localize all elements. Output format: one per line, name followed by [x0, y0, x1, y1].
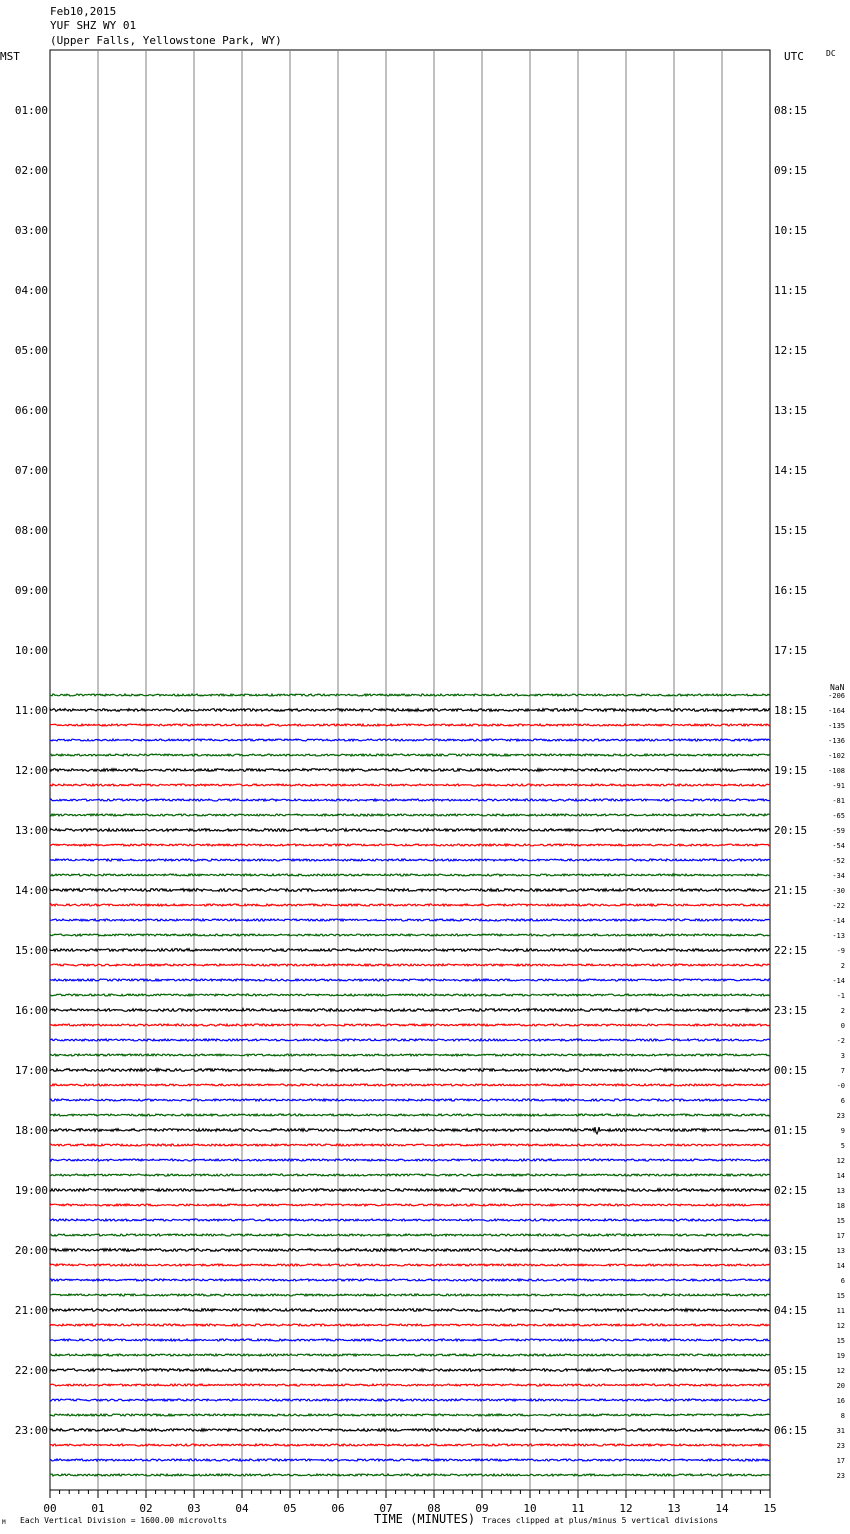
- trace-line: [50, 1264, 770, 1266]
- trace-line: [50, 979, 770, 981]
- mst-hour-label: 17:00: [14, 1064, 48, 1077]
- trace-line: [50, 1234, 770, 1236]
- trace-offset-label: 6: [840, 1097, 845, 1105]
- trace-line: [50, 724, 770, 726]
- trace-offset-label: 31: [836, 1427, 845, 1435]
- trace-offset-label: -136: [828, 737, 845, 745]
- trace-line: [50, 1444, 770, 1446]
- trace-line: [50, 904, 770, 906]
- trace-offset-label: -102: [828, 752, 845, 760]
- utc-hour-label: 13:15: [774, 404, 808, 417]
- trace-offset-label: -13: [832, 932, 845, 940]
- trace-line: [50, 799, 770, 801]
- mst-hour-label: 05:00: [14, 344, 48, 357]
- mst-hour-label: 19:00: [14, 1184, 48, 1197]
- trace-offset-label: 20: [836, 1382, 845, 1390]
- trace-offset-label: -54: [832, 842, 845, 850]
- x-tick-label: 14: [715, 1502, 729, 1515]
- x-tick-label: 02: [139, 1502, 153, 1515]
- trace-line: [50, 844, 770, 846]
- mst-hour-label: 14:00: [14, 884, 48, 897]
- header-station: YUF SHZ WY 01: [50, 19, 137, 32]
- trace-line: [50, 769, 770, 772]
- utc-hour-label: 11:15: [774, 284, 808, 297]
- utc-hour-label: 05:15: [774, 1364, 808, 1377]
- trace-offset-label: -30: [832, 887, 845, 895]
- trace-offset-label: -135: [828, 722, 845, 730]
- header-date: Feb10,2015: [50, 5, 117, 18]
- trace-line: [50, 1429, 770, 1432]
- x-tick-label: 05: [283, 1502, 297, 1515]
- trace-offset-label: 19: [836, 1352, 845, 1360]
- mst-hour-label: 23:00: [14, 1424, 48, 1437]
- trace-line: [50, 1054, 770, 1056]
- mst-label: MST: [0, 50, 20, 63]
- mst-hour-label: 09:00: [14, 584, 48, 597]
- trace-offset-label: 14: [836, 1172, 845, 1180]
- utc-hour-label: 03:15: [774, 1244, 808, 1257]
- utc-hour-label: 02:15: [774, 1184, 808, 1197]
- utc-label: UTC: [784, 50, 804, 63]
- trace-offset-label: 14: [836, 1262, 845, 1270]
- x-tick-label: 13: [667, 1502, 681, 1515]
- mst-hour-label: 13:00: [14, 824, 48, 837]
- trace-offset-label: -206: [828, 692, 845, 700]
- trace-offset-label: 2: [840, 1007, 845, 1015]
- x-axis-title: TIME (MINUTES): [374, 1512, 476, 1526]
- x-tick-label: 03: [187, 1502, 201, 1515]
- mst-hour-label: 20:00: [14, 1244, 48, 1257]
- trace-line: [50, 964, 770, 966]
- trace-offset-label: 6: [840, 1277, 845, 1285]
- trace-offset-label: 15: [836, 1337, 845, 1345]
- scale-note: Each Vertical Division = 1600.00 microvolts: [20, 1516, 228, 1525]
- trace-offset-label: -65: [832, 812, 845, 820]
- trace-line: [50, 694, 770, 696]
- utc-hour-label: 00:15: [774, 1064, 808, 1077]
- trace-line: [50, 709, 770, 712]
- trace-line: [50, 754, 770, 756]
- trace-line: [50, 1204, 770, 1206]
- trace-line: [50, 1099, 770, 1101]
- mst-hour-label: 15:00: [14, 944, 48, 957]
- trace-offset-label: -164: [828, 707, 845, 715]
- x-tick-label: 09: [475, 1502, 489, 1515]
- trace-line: [50, 949, 770, 952]
- trace-line: [50, 1009, 770, 1012]
- trace-offset-label: 11: [836, 1307, 845, 1315]
- utc-hour-label: 19:15: [774, 764, 808, 777]
- mst-hour-label: 01:00: [14, 104, 48, 117]
- trace-line: [50, 889, 770, 892]
- x-tick-label: 11: [571, 1502, 585, 1515]
- utc-hour-label: 08:15: [774, 104, 808, 117]
- mst-hour-label: 16:00: [14, 1004, 48, 1017]
- trace-offset-label: -2: [836, 1037, 845, 1045]
- trace-line: [50, 1294, 770, 1296]
- mst-hour-label: 18:00: [14, 1124, 48, 1137]
- utc-hour-label: 21:15: [774, 884, 808, 897]
- trace-line: [50, 1279, 770, 1281]
- trace-offset-label: 23: [836, 1472, 845, 1480]
- x-tick-label: 10: [523, 1502, 537, 1515]
- trace-offset-label: 17: [836, 1232, 845, 1240]
- trace-offset-label: -0: [836, 1082, 845, 1090]
- utc-hour-label: 15:15: [774, 524, 808, 537]
- trace-offset-label: 2: [840, 962, 845, 970]
- mst-hour-label: 21:00: [14, 1304, 48, 1317]
- trace-offset-label: 12: [836, 1322, 845, 1330]
- utc-hour-label: 20:15: [774, 824, 808, 837]
- trace-offset-label: 9: [840, 1127, 845, 1135]
- trace-offset-label: -22: [832, 902, 845, 910]
- trace-offset-label: 16: [836, 1397, 845, 1405]
- trace-line: [50, 1174, 770, 1176]
- utc-hour-label: 22:15: [774, 944, 808, 957]
- trace-line: [50, 1219, 770, 1221]
- trace-line: [50, 1399, 770, 1401]
- trace-offset-label: 12: [836, 1367, 845, 1375]
- header-location: (Upper Falls, Yellowstone Park, WY): [50, 34, 282, 47]
- trace-line: [50, 1084, 770, 1086]
- trace-line: [50, 994, 770, 996]
- x-tick-label: 12: [619, 1502, 633, 1515]
- utc-hour-label: 10:15: [774, 224, 808, 237]
- trace-line: [50, 1144, 770, 1146]
- trace-line: [50, 1189, 770, 1192]
- utc-hour-label: 12:15: [774, 344, 808, 357]
- trace-offset-label: -1: [836, 992, 845, 1000]
- trace-line: [50, 1339, 770, 1341]
- trace-line: [50, 874, 770, 876]
- utc-hour-label: 18:15: [774, 704, 808, 717]
- trace-line: [50, 1159, 770, 1161]
- trace-offset-label: 18: [836, 1202, 845, 1210]
- utc-hour-label: 23:15: [774, 1004, 808, 1017]
- x-tick-label: 04: [235, 1502, 249, 1515]
- trace-line: [50, 1249, 770, 1252]
- trace-offset-label: -81: [832, 797, 845, 805]
- trace-line: [50, 1024, 770, 1026]
- trace-offset-label: 8: [840, 1412, 845, 1420]
- mst-hour-label: 07:00: [14, 464, 48, 477]
- trace-offset-label: -14: [832, 977, 845, 985]
- trace-offset-label: 23: [836, 1442, 845, 1450]
- mst-hour-label: 08:00: [14, 524, 48, 537]
- dc-label: DC: [826, 49, 836, 58]
- trace-offset-label: 17: [836, 1457, 845, 1465]
- utc-hour-label: 16:15: [774, 584, 808, 597]
- trace-offset-label: 15: [836, 1217, 845, 1225]
- trace-line: [50, 1039, 770, 1041]
- trace-line: [50, 784, 770, 786]
- utc-hour-label: 14:15: [774, 464, 808, 477]
- trace-line: [50, 1414, 770, 1416]
- nan-label: NaN: [830, 683, 845, 692]
- mst-hour-label: 02:00: [14, 164, 48, 177]
- mst-hour-label: 12:00: [14, 764, 48, 777]
- utc-hour-label: 01:15: [774, 1124, 808, 1137]
- clip-note: Traces clipped at plus/minus 5 vertical divisions: [482, 1516, 719, 1525]
- trace-line: [50, 1127, 770, 1134]
- trace-line: [50, 1324, 770, 1326]
- mst-hour-label: 11:00: [14, 704, 48, 717]
- trace-line: [50, 829, 770, 832]
- trace-offset-label: 7: [840, 1067, 845, 1075]
- mst-hour-label: 06:00: [14, 404, 48, 417]
- trace-line: [50, 1354, 770, 1356]
- trace-line: [50, 1369, 770, 1372]
- trace-offset-label: -91: [832, 782, 845, 790]
- trace-line: [50, 739, 770, 741]
- mst-hour-label: 04:00: [14, 284, 48, 297]
- trace-line: [50, 934, 770, 936]
- x-tick-label: 08: [427, 1502, 441, 1515]
- trace-offset-label: 23: [836, 1112, 845, 1120]
- trace-offset-label: -14: [832, 917, 845, 925]
- trace-offset-label: 12: [836, 1157, 845, 1165]
- x-tick-label: 01: [91, 1502, 105, 1515]
- corner-mark: M: [2, 1519, 6, 1526]
- trace-offset-label: 15: [836, 1292, 845, 1300]
- x-tick-label: 15: [763, 1502, 777, 1515]
- trace-line: [50, 1384, 770, 1386]
- trace-line: [50, 1309, 770, 1312]
- trace-line: [50, 1474, 770, 1476]
- trace-offset-label: -108: [828, 767, 845, 775]
- trace-line: [50, 1069, 770, 1072]
- utc-hour-label: 09:15: [774, 164, 808, 177]
- trace-offset-label: 0: [840, 1022, 845, 1030]
- mst-hour-label: 03:00: [14, 224, 48, 237]
- trace-offset-label: 3: [840, 1052, 845, 1060]
- trace-line: [50, 1114, 770, 1116]
- trace-offset-label: -34: [832, 872, 845, 880]
- utc-hour-label: 06:15: [774, 1424, 808, 1437]
- x-tick-label: 00: [43, 1502, 57, 1515]
- trace-line: [50, 1459, 770, 1461]
- trace-offset-label: -52: [832, 857, 845, 865]
- mst-hour-label: 22:00: [14, 1364, 48, 1377]
- trace-offset-label: -59: [832, 827, 845, 835]
- trace-offset-label: 5: [840, 1142, 845, 1150]
- trace-offset-label: 13: [836, 1187, 845, 1195]
- trace-offset-label: 13: [836, 1247, 845, 1255]
- x-tick-label: 06: [331, 1502, 345, 1515]
- trace-line: [50, 814, 770, 816]
- utc-hour-label: 17:15: [774, 644, 808, 657]
- x-tick-label: 07: [379, 1502, 393, 1515]
- mst-hour-label: 10:00: [14, 644, 48, 657]
- trace-line: [50, 859, 770, 861]
- utc-hour-label: 04:15: [774, 1304, 808, 1317]
- trace-offset-label: -9: [836, 947, 845, 955]
- trace-line: [50, 919, 770, 921]
